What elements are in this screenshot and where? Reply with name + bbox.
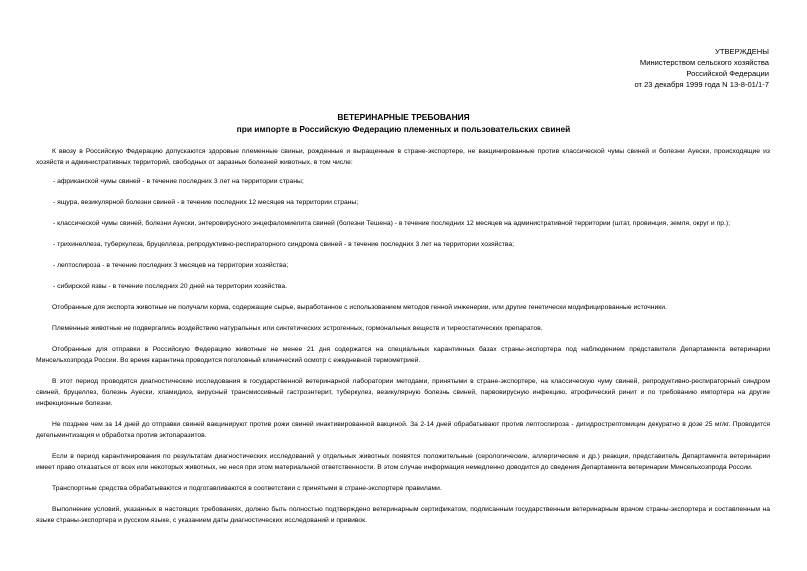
paragraph-feed: Отобранные для экспорта животные не получали корма, содержащие сырье, выработанное с использованием методов генной инженерии, или другие генетически модифицированные источники.: [52, 304, 667, 311]
list-item: - классической чумы свиней, болезни Ауески, энтеровирусного энцефаломиелита свиней (болезни Тешена) - в течение последних 12 месяцев на административной территории (штат, провинция, земля, округ и пр.);: [53, 220, 730, 227]
list-item: - лептоспироза - в течение последних 3 месяцев на территории хозяйства;: [53, 262, 289, 269]
paragraph-diagnostics: В этот период проводятся диагностические исследования в государственной ветеринарной лаборатории методами, принятыми в стране-экспортере, на классическую чуму свиней, репродуктивно-респираторный синдром свиней, бруцеллез, болезнь Ауески, хламидиоз, вирусный трансмиссивный гастроэнтерит, туберкулез, везикулярную болезнь свиней, парвовирусную инфекцию, атрофический ринит и по требованию импортера на другие инфекционные болезни.: [36, 378, 770, 407]
paragraph-quarantine: Отобранные для отправки в Российскую Федерацию животные не менее 21 дня содержатся на специальных карантинных базах страны-экспортера под наблюдением представителя Департамента ветеринарии Минсельхозпрода России. Во время карантина проводится поголовный клинический осмотр с ежедневной термометрией.: [36, 346, 770, 364]
list-item: - сибирской язвы - в течение последних 20 дней на территории хозяйства.: [53, 283, 287, 290]
approval-country: Российской Федерации: [686, 69, 769, 78]
title-main: ВЕТЕРИНАРНЫЕ ТРЕБОВАНИЯ: [337, 112, 470, 122]
paragraph-intro: К ввозу в Российскую Федерацию допускаются здоровые племенные свиньи, рожденные и выращенные в стране-экспортере, не вакцинированные против классической чумы свиней и болезни Ауески, происходящие из хозяйств и административных территорий, свободных от заразных болезней животных, в том числе:: [36, 148, 770, 166]
paragraph-estrogen: Племенные животные не подвергались воздействию натуральных или синтетических эстрогенных, гормональных веществ и тиреостатических препаратов.: [52, 325, 543, 332]
approval-block: [634, 46, 769, 90]
paragraph-compliance: Выполнение условий, указанных в настоящих требованиях, должно быть полностью подтверждено ветеринарным сертификатом, подписанным государственным ветеринарным врачом страны-экспортера и составленным на языке страны-экспортера и русском языке, с указанием даты диагностических исследований и прививок.: [36, 506, 770, 524]
list-item: - африканской чумы свиней - в течение последних 3 лет на территории страны;: [53, 178, 304, 185]
approval-heading: УТВЕРЖДЕНЫ: [715, 47, 769, 56]
title-subtitle: при импорте в Российскую Федерацию племенных и пользовательских свиней: [236, 124, 571, 134]
list-item: - ящура, везикулярной болезни свиней - в течение последних 12 месяцев на территории страны;: [53, 199, 359, 206]
paragraph-positive-reaction: Если в период карантинирования по результатам диагностических исследований у отдельных животных появятся положительные (серологические, аллергические и др.) реакции, представитель Департамента ветеринарии имеет право отказаться от всех или некоторых животных, не неся при этом материальной ответственности. В этом случае информация немедленно доводится до сведения Департамента ветеринарии Минсельхозпрода России.: [36, 453, 770, 471]
document-title: [0, 111, 807, 135]
document-body: [36, 146, 770, 526]
approval-ministry: Министерством сельского хозяйства: [639, 58, 769, 67]
approval-date: от 23 декабря 1999 года N 13-8-01/1-7: [634, 80, 769, 89]
list-item: - трихинеллеза, туберкулеза, бруцеллеза, репродуктивно-респираторного синдрома свиней - в течение последних 3 лет на территории хозяйства;: [53, 241, 515, 248]
paragraph-vaccination: Не позднее чем за 14 дней до отправки свиней вакцинируют против рожи свиней инактивированной вакциной. За 2-14 дней обрабатывают против лептоспироза - дигидрострептомицин декуратно в дозе 25 мг/кг. Проводится дегельминтизация и обработка против эктопаразитов.: [36, 421, 770, 439]
paragraph-transport: Транспортные средства обрабатываются и подготавливаются в соответствии с принятыми в стране-экспортере правилами.: [52, 485, 442, 492]
